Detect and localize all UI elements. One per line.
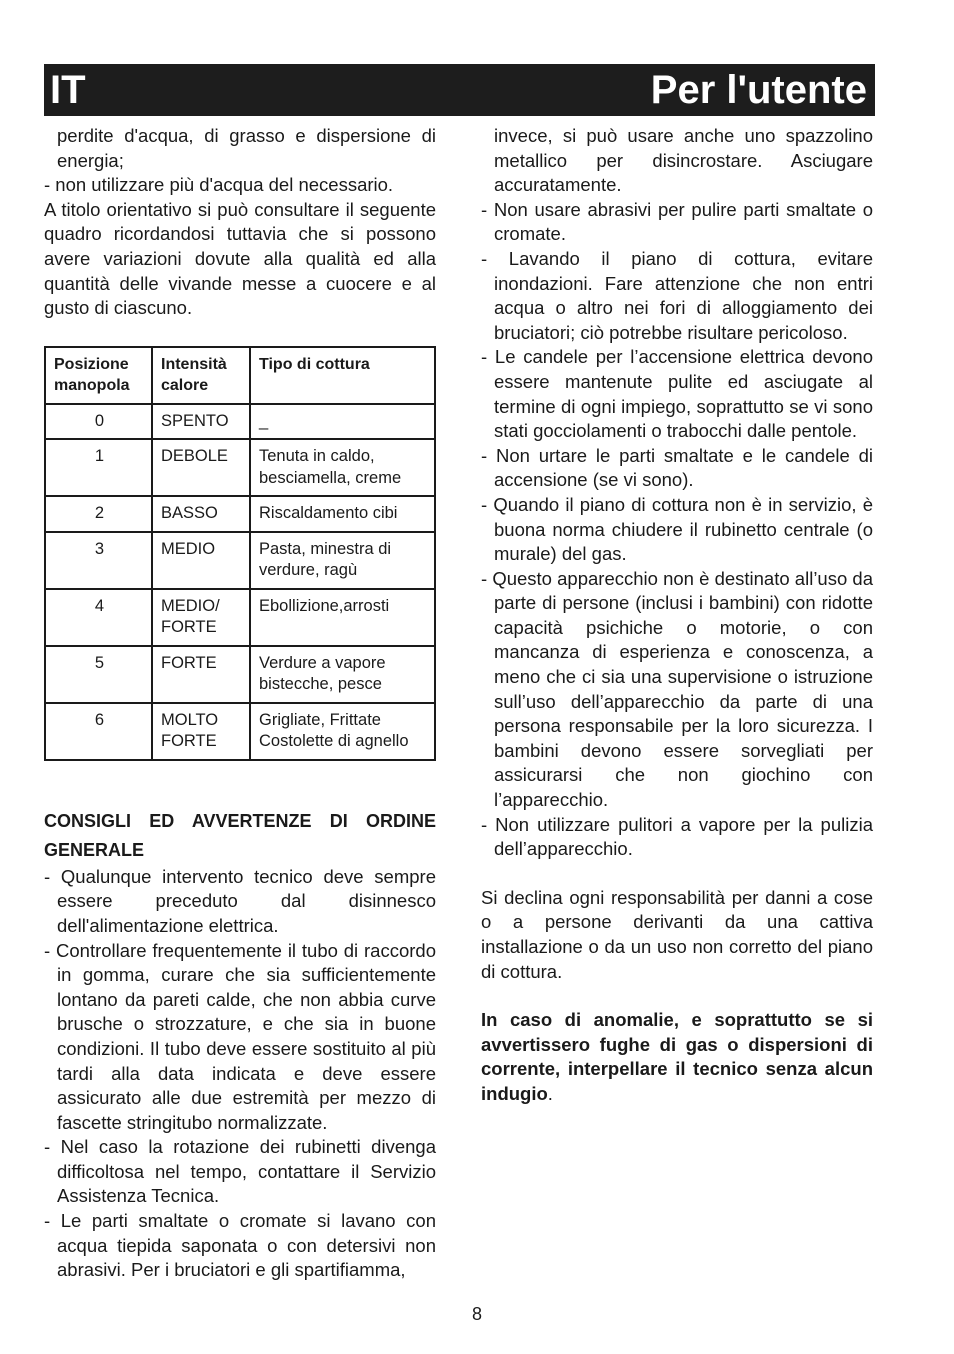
intro-item: - non utilizzare più d'acqua del necessario.	[44, 174, 394, 196]
list-item: - Non urtare le parti smaltate e le candele di accensione (se vi sono).	[481, 444, 873, 491]
table-row	[45, 532, 435, 589]
table-cell: 3	[45, 532, 152, 589]
table-cell: 4	[45, 589, 152, 646]
list-item: - Non usare abrasivi per pulire parti smaltate o cromate.	[481, 198, 873, 245]
table-row	[45, 703, 435, 760]
list-item: - Non utilizzare pulitori a vapore per la pulizia dell’apparecchio.	[481, 813, 873, 860]
table-cell: FORTE	[152, 646, 250, 703]
table-header-row	[45, 347, 435, 404]
disclaimer-paragraph: Si declina ogni responsabilità per danni a cose o a persone derivanti da una cattiva installazione o da un uso non corretto del piano di cottura.	[481, 886, 873, 982]
table-cell: Tenuta in caldo, besciamella, creme	[250, 439, 435, 496]
list-item: - Le candele per l’accensione elettrica devono essere mantenute pulite ed asciugate al termine di ogni impiego, soprattutto se vi sono stati gocciolamenti o trabocchi dalle pentole.	[481, 346, 873, 442]
table-cell: Riscaldamento cibi	[250, 496, 435, 532]
section-heading: CONSIGLI ED AVVERTENZE DI ORDINE GENERALE	[44, 810, 436, 860]
table-row	[45, 404, 435, 440]
warning-end: .	[547, 1082, 553, 1104]
list-item: - Questo apparecchio non è destinato all’uso da parte di persone (inclusi i bambini) con ridotte capacità psichiche o motorie, o con mancanza di esperienza e conoscenza, a meno che ci sia una supervisione o istruzione sull’uso dell’apparecchio da parte di una persona responsabile per la loro sicurezza. I bambini devono essere sorvegliati per assicurarsi che non giochino con l’apparecchio.	[481, 567, 873, 811]
table-cell: MEDIO/ FORTE	[152, 589, 250, 646]
table-row	[45, 589, 435, 646]
table-cell: 1	[45, 439, 152, 496]
page-header	[44, 64, 875, 116]
table-row	[45, 439, 435, 496]
table-row	[45, 496, 435, 532]
table-row	[45, 646, 435, 703]
table-cell: MEDIO	[152, 532, 250, 589]
warning-bold-text: In caso di anomalie, e soprattutto se si avvertissero fughe di gas o dispersioni di corrente, interpellare il tecnico senza alcun indugio	[481, 1009, 873, 1104]
table-cell: Verdure a vapore bistecche, pesce	[250, 646, 435, 703]
table-cell: SPENTO	[152, 404, 250, 440]
column-header: Intensità calore	[152, 347, 250, 404]
right-column	[481, 124, 873, 1107]
table-cell: _	[250, 404, 435, 440]
table-cell: 0	[45, 404, 152, 440]
continuation-text: invece, si può usare anche uno spazzolino metallico per disincrostare. Asciugare accuratamente.	[494, 125, 873, 196]
list-item: - Nel caso la rotazione dei rubinetti divenga difficoltosa nel tempo, contattare il Servizio Assistenza Tecnica.	[44, 1136, 436, 1207]
list-item: - Lavando il piano di cottura, evitare inondazioni. Fare attenzione che non entri acqua o altro nei fori di alloggiamento dei bruciatori; ciò potrebbe risultare pericoloso.	[481, 247, 873, 343]
table-cell: MOLTO FORTE	[152, 703, 250, 760]
table-cell: Ebollizione,arrosti	[250, 589, 435, 646]
table-cell: 6	[45, 703, 152, 760]
intro-paragraph: A titolo orientativo si può consultare il seguente quadro ricordandosi tuttavia che si possono avere variazioni dovute alla qualità ed alla quantità delle vivande messe a cuocere e al gusto di ciascuno.	[44, 198, 436, 319]
warning-paragraph	[481, 1008, 873, 1106]
table-cell: 2	[45, 496, 152, 532]
table-cell: 5	[45, 646, 152, 703]
list-item: - Quando il piano di cottura non è in servizio, è buona norma chiudere il rubinetto centrale (o murale) del gas.	[481, 493, 873, 565]
language-code: IT	[50, 68, 86, 112]
column-header: Tipo di cottura	[250, 347, 435, 404]
table-cell: Pasta, minestra di verdure, ragù	[250, 532, 435, 589]
table-cell: BASSO	[152, 496, 250, 532]
table-cell: DEBOLE	[152, 439, 250, 496]
cooking-table	[44, 346, 436, 761]
column-header: Posizione manopola	[45, 347, 152, 404]
list-item: - Controllare frequentemente il tubo di raccordo in gomma, curare che sia sufficientemente lontano da pareti calde, che non abbia curve brusche o strozzature, e che sia in buone condizioni. Il tubo deve essere sostituito al più tardi alla data indicata e deve essere assicurato alle due estremità per mezzo di fascette stringitubo normalizzate.	[44, 939, 436, 1133]
left-column	[44, 124, 436, 1283]
intro-continuation: perdite d'acqua, di grasso e dispersione di energia;	[57, 125, 436, 171]
page-number: 8	[471, 1304, 482, 1324]
list-item: - Le parti smaltate o cromate si lavano con acqua tiepida saponata o con detersivi non abrasivi. Per i bruciatori e gli spartifiamma,	[44, 1210, 436, 1281]
page-title: Per l'utente	[650, 68, 867, 112]
list-item: - Qualunque intervento tecnico deve sempre essere preceduto dal disinnesco dell'alimentazione elettrica.	[44, 865, 436, 936]
table-cell: Grigliate, Frittate Costolette di agnello	[250, 703, 435, 760]
